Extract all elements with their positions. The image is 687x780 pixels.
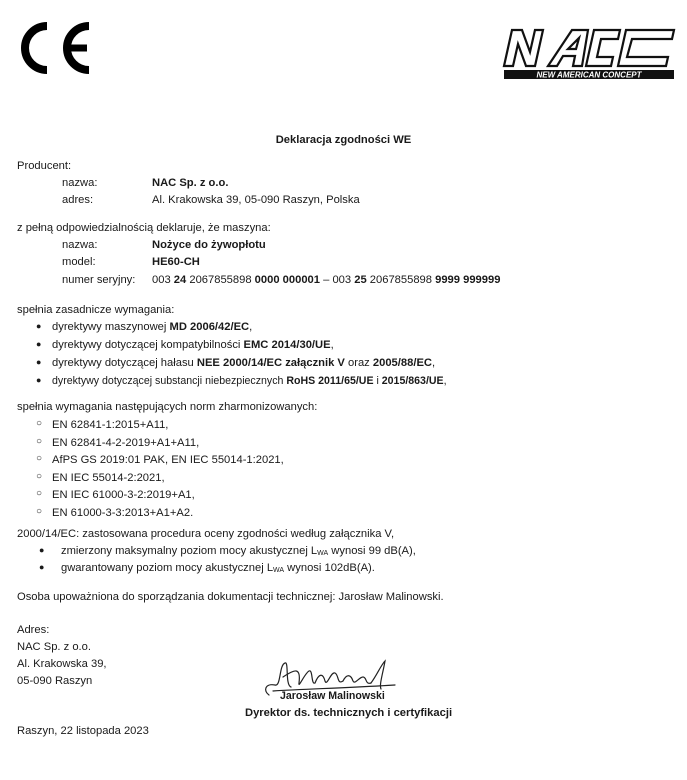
machine-serial-value: 003 24 2067855898 0000 000001 – 003 25 2067855898 9999 999999 <box>152 274 501 286</box>
norm-item: EN IEC 61000-3-2:2019+A1, <box>52 489 195 501</box>
producer-name-label: nazwa: <box>62 177 98 189</box>
bullet-dot: ● <box>36 375 42 385</box>
place-date: Raszyn, 22 listopada 2023 <box>17 725 149 737</box>
producer-address-value: Al. Krakowska 39, 05-090 Raszyn, Polska <box>152 194 360 206</box>
norm-item: AfPS GS 2019:01 PAK, EN IEC 55014-1:2021, <box>52 454 284 466</box>
machine-model-label: model: <box>62 256 96 268</box>
bullet-dot: ● <box>36 339 42 349</box>
bullet-ring: ○ <box>36 435 43 447</box>
signatory-name: Jarosław Malinowski <box>280 690 385 702</box>
machine-heading: z pełną odpowiedzialnością deklaruje, że maszyna: <box>17 222 271 234</box>
bullet-dot: ● <box>36 357 42 367</box>
svg-text:NAC: NAC <box>500 22 503 23</box>
svg-text:CE: CE <box>17 20 19 21</box>
address-city: 05-090 Raszyn <box>17 675 93 687</box>
norm-item: EN 61000-3-3:2013+A1+A2. <box>52 506 194 519</box>
directive-nee: dyrektywy dotyczącej hałasu NEE 2000/14/EC załącznik V oraz 2005/88/EC, <box>52 357 436 369</box>
bullet-dot: ● <box>36 321 42 331</box>
bullet-ring: ○ <box>36 505 43 517</box>
requirements-heading: spełnia zasadnicze wymagania: <box>17 304 175 316</box>
address-heading: Adres: <box>17 624 50 636</box>
producer-name-value: NAC Sp. z o.o. <box>152 177 229 189</box>
norm-item: EN IEC 55014-2:2021, <box>52 471 165 484</box>
bullet-dot: ● <box>39 562 45 572</box>
address-street: Al. Krakowska 39, <box>17 658 107 670</box>
nac-logo <box>500 22 678 82</box>
bullet-ring: ○ <box>36 470 43 482</box>
machine-serial-label: numer seryjny: <box>62 274 136 286</box>
machine-name-value: Nożyce do żywopłotu <box>152 239 266 251</box>
producer-heading: Producent: <box>17 160 72 172</box>
noise-guaranteed: gwarantowany poziom mocy akustycznej $L_{WA}$ wynosi 102dB(A). <box>61 562 375 574</box>
directive-emc: dyrektywy dotyczącej kompatybilności EMC 2014/30/UE, <box>52 339 334 351</box>
noise-measured: zmierzony maksymalny poziom mocy akustycznej $L_{WA}$ wynosi 99 dB(A), <box>61 545 416 557</box>
bullet-ring: ○ <box>36 418 43 429</box>
norm-item: EN 62841-1:2015+A11, <box>52 419 169 431</box>
norm-item: EN 62841-4-2-2019+A1+A11, <box>52 436 200 449</box>
authorized-person: Osoba upoważniona do sporządzania dokumentacji technicznej: Jarosław Malinowski. <box>17 591 444 603</box>
noise-heading: 2000/14/EC: zastosowana procedura oceny zgodności według załącznika V, <box>17 528 395 540</box>
directive-rohs: dyrektywy dotyczącej substancji niebezpiecznych RoHS 2011/65/UE i 2015/863/UE, <box>52 375 447 387</box>
signatory-role: Dyrektor ds. technicznych i certyfikacji <box>245 707 453 719</box>
ce-mark-logo <box>17 20 95 76</box>
machine-model-value: HE60-CH <box>152 256 200 268</box>
machine-name-label: nazwa: <box>62 239 98 251</box>
document-title: Deklaracja zgodności WE <box>275 134 412 146</box>
bullet-ring: ○ <box>36 488 43 499</box>
bullet-dot: ● <box>39 545 45 555</box>
address-company: NAC Sp. z o.o. <box>17 641 91 653</box>
norms-heading: spełnia wymagania następujących norm zharmonizowanych: <box>17 401 318 413</box>
svg-text:NEW AMERICAN CONCEPT: NEW AMERICAN CONCEPT <box>536 70 642 80</box>
producer-address-label: adres: <box>62 194 94 206</box>
directive-md: dyrektywy maszynowej MD 2006/42/EC, <box>52 321 253 333</box>
bullet-ring: ○ <box>36 453 43 464</box>
